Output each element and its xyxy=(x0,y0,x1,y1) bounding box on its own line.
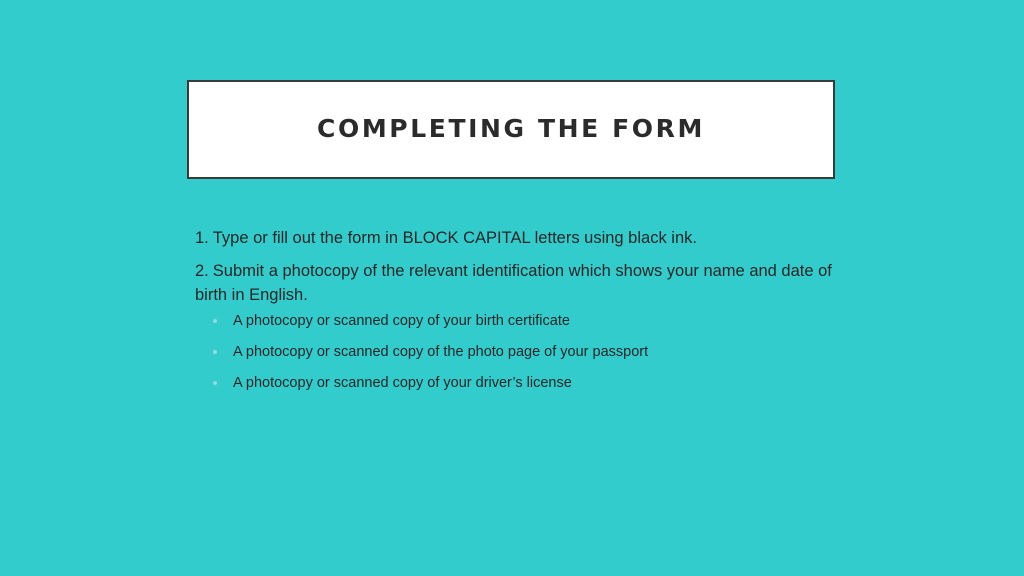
item-number: 1. xyxy=(195,229,209,247)
title-box xyxy=(187,80,835,179)
item-text: Type or fill out the form in BLOCK CAPITAL letters using black ink. xyxy=(212,229,697,247)
bullet-dot-icon xyxy=(213,381,217,385)
item-text: Submit a photocopy of the relevant identification which shows your name and date of birth in English. xyxy=(195,262,832,304)
list-item xyxy=(213,373,835,393)
numbered-item-2 xyxy=(195,259,835,307)
numbered-item-1 xyxy=(195,226,835,250)
bullet-dot-icon xyxy=(213,319,217,323)
item-number: 2. xyxy=(195,262,209,280)
slide-title: COMPLETING THE FORM xyxy=(317,114,705,143)
list-item xyxy=(213,342,835,362)
bullet-text: A photocopy or scanned copy of your driver’s license xyxy=(233,375,572,391)
list-item xyxy=(213,311,835,331)
bullet-text: A photocopy or scanned copy of the photo page of your passport xyxy=(233,344,649,360)
bullet-dot-icon xyxy=(213,350,217,354)
sub-bullet-list xyxy=(195,311,835,393)
slide-content xyxy=(195,226,835,404)
bullet-text: A photocopy or scanned copy of your birth certificate xyxy=(233,313,570,329)
